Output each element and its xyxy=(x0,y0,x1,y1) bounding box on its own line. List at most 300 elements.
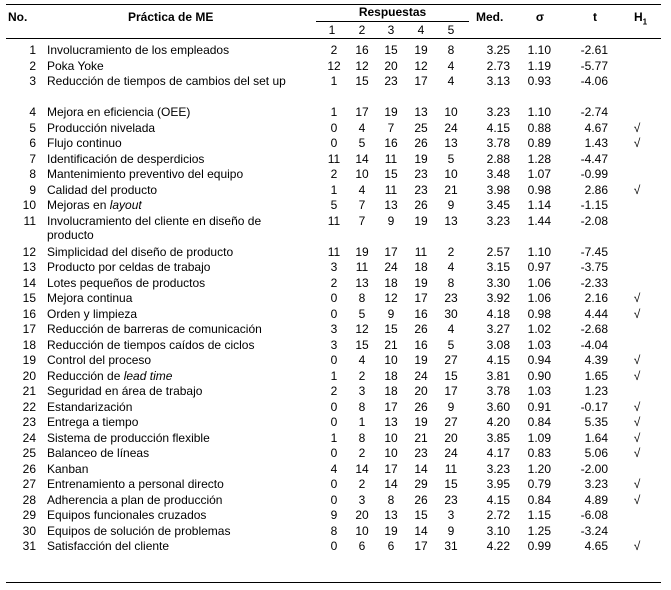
response-count-5: 10 xyxy=(444,105,458,119)
header-scale-1: 1 xyxy=(328,23,336,37)
h1-check-mark: √ xyxy=(633,430,641,445)
response-count-4: 14 xyxy=(414,523,428,538)
response-count-4: 18 xyxy=(414,260,428,274)
response-count-5: 11 xyxy=(444,461,458,476)
response-count-3: 12 xyxy=(384,291,398,305)
practice-text: Flujo continuo xyxy=(47,136,122,150)
response-count-3: 11 xyxy=(384,182,398,197)
response-count-4: 21 xyxy=(414,430,428,445)
row-number: 27 xyxy=(22,477,36,491)
response-count-1: 0 xyxy=(330,306,338,321)
row-number: 29 xyxy=(22,508,36,522)
response-count-1: 2 xyxy=(330,275,338,290)
response-count-3: 15 xyxy=(384,167,398,181)
sigma-value: 0.84 xyxy=(527,492,551,507)
h1-check-mark: √ xyxy=(633,539,641,553)
median-value: 3.95 xyxy=(486,477,510,491)
sigma-value: 1.06 xyxy=(527,291,551,305)
practice-term: lead time xyxy=(123,368,173,383)
response-count-5: 10 xyxy=(444,167,458,181)
sigma-value: 0.99 xyxy=(527,539,551,553)
t-value: 2.86 xyxy=(584,182,608,197)
response-count-4: 23 xyxy=(414,167,428,181)
median-value: 3.78 xyxy=(486,384,510,398)
practice-name xyxy=(47,105,302,119)
row-number: 25 xyxy=(22,446,36,460)
response-count-4: 19 xyxy=(414,353,428,367)
t-value: 5.35 xyxy=(584,415,608,429)
practice-text: Equipos de solución de problemas xyxy=(47,523,231,538)
sigma-value: 1.10 xyxy=(527,105,551,119)
t-value: 4.39 xyxy=(584,353,608,367)
median-value: 3.27 xyxy=(486,322,510,336)
row-number: 19 xyxy=(22,353,36,367)
response-count-3: 18 xyxy=(384,384,398,398)
response-count-5: 4 xyxy=(447,322,455,336)
response-count-2: 4 xyxy=(358,353,366,367)
practice-name xyxy=(47,167,302,181)
h1-check-mark: √ xyxy=(633,368,641,383)
row-number: 24 xyxy=(22,430,36,445)
h1-check-mark: √ xyxy=(633,353,641,367)
response-count-4: 17 xyxy=(414,539,428,553)
response-count-5: 8 xyxy=(447,43,455,57)
response-count-5: 31 xyxy=(444,539,458,553)
practice-name xyxy=(47,43,302,57)
response-count-1: 8 xyxy=(330,523,338,538)
response-count-4: 23 xyxy=(414,182,428,197)
response-count-3: 23 xyxy=(384,74,398,88)
practice-text: Equipos funcionales cruzados xyxy=(47,508,207,522)
t-value: 3.23 xyxy=(584,477,608,491)
t-value: -2.33 xyxy=(580,275,608,290)
response-count-2: 10 xyxy=(355,167,369,181)
h1-check-mark: √ xyxy=(633,446,641,460)
sigma-value: 0.94 xyxy=(527,353,551,367)
response-count-5: 15 xyxy=(444,368,458,383)
response-count-5: 4 xyxy=(447,260,455,274)
sigma-value: 1.20 xyxy=(527,461,551,476)
response-count-5: 27 xyxy=(444,415,458,429)
response-count-3: 15 xyxy=(384,322,398,336)
response-count-5: 2 xyxy=(447,244,455,259)
response-count-4: 29 xyxy=(414,477,428,491)
response-count-4: 19 xyxy=(414,415,428,429)
sigma-value: 0.98 xyxy=(527,182,551,197)
t-value: 1.23 xyxy=(584,384,608,398)
response-count-4: 26 xyxy=(414,136,428,150)
response-count-2: 4 xyxy=(358,120,366,135)
response-count-2: 2 xyxy=(358,446,366,460)
sigma-value: 1.06 xyxy=(527,275,551,290)
response-count-2: 12 xyxy=(355,322,369,336)
median-value: 4.15 xyxy=(486,353,510,367)
practice-text: Poka Yoke xyxy=(47,58,104,73)
response-count-4: 17 xyxy=(414,291,428,305)
response-count-5: 4 xyxy=(447,74,455,88)
response-count-2: 17 xyxy=(355,105,369,119)
t-value: -2.74 xyxy=(580,105,608,119)
response-count-2: 2 xyxy=(358,368,366,383)
response-count-4: 26 xyxy=(414,198,428,212)
header-no: No. xyxy=(8,10,28,24)
row-number: 2 xyxy=(29,58,36,73)
responses-subrule xyxy=(316,21,469,22)
header-responses: Respuestas xyxy=(358,5,427,19)
median-value: 3.23 xyxy=(486,213,510,228)
practice-name xyxy=(47,508,302,522)
response-count-3: 13 xyxy=(384,198,398,212)
practice-name xyxy=(47,384,302,398)
practice-text: Orden y limpieza xyxy=(47,306,138,321)
response-count-5: 17 xyxy=(444,384,458,398)
response-count-5: 13 xyxy=(444,136,458,150)
response-count-3: 14 xyxy=(384,477,398,491)
response-count-5: 3 xyxy=(447,508,455,522)
practice-text: Producción nivelada xyxy=(47,120,156,135)
response-count-3: 21 xyxy=(384,337,398,352)
practice-text: Simplicidad del diseño de producto xyxy=(47,244,234,259)
t-value: 1.64 xyxy=(584,430,608,445)
h1-check-mark: √ xyxy=(633,182,641,197)
response-count-2: 3 xyxy=(358,492,366,507)
response-count-5: 27 xyxy=(444,353,458,367)
t-value: 4.44 xyxy=(584,306,608,321)
response-count-3: 18 xyxy=(384,368,398,383)
response-count-3: 17 xyxy=(384,244,398,259)
practice-text: Entrenamiento a personal directo xyxy=(47,477,224,491)
median-value: 3.81 xyxy=(486,368,510,383)
sigma-value: 0.98 xyxy=(527,306,551,321)
response-count-5: 24 xyxy=(444,120,458,135)
row-number: 4 xyxy=(29,105,36,119)
response-count-1: 0 xyxy=(330,492,338,507)
sigma-value: 1.10 xyxy=(527,43,551,57)
sigma-value: 0.93 xyxy=(527,74,551,88)
sigma-value: 1.25 xyxy=(527,523,551,538)
median-value: 2.57 xyxy=(486,244,510,259)
median-value: 3.10 xyxy=(486,523,510,538)
practice-text: Producto por celdas de trabajo xyxy=(47,260,211,274)
sigma-value: 1.28 xyxy=(527,151,551,166)
response-count-4: 15 xyxy=(414,508,428,522)
response-count-1: 3 xyxy=(330,260,338,274)
sigma-value: 1.14 xyxy=(527,198,551,212)
response-count-5: 13 xyxy=(444,213,458,228)
response-count-4: 23 xyxy=(414,446,428,460)
sigma-value: 1.03 xyxy=(527,384,551,398)
response-count-5: 4 xyxy=(447,58,455,73)
response-count-2: 5 xyxy=(358,136,366,150)
header-scale-3: 3 xyxy=(387,23,395,37)
response-count-4: 25 xyxy=(414,120,428,135)
response-count-4: 19 xyxy=(414,213,428,228)
practice-name xyxy=(47,136,302,150)
response-count-5: 24 xyxy=(444,446,458,460)
response-count-2: 5 xyxy=(358,306,366,321)
row-number: 18 xyxy=(22,337,36,352)
t-value: -6.08 xyxy=(580,508,608,522)
response-count-4: 11 xyxy=(414,244,428,259)
practice-name xyxy=(47,152,302,166)
practice-name xyxy=(47,431,302,445)
h1-check-mark: √ xyxy=(633,399,641,414)
response-count-1: 3 xyxy=(330,337,338,352)
t-value: -3.75 xyxy=(580,260,608,274)
header-t: t xyxy=(593,10,597,24)
median-value: 3.45 xyxy=(486,198,510,212)
response-count-1: 0 xyxy=(330,399,338,414)
response-count-3: 10 xyxy=(384,353,398,367)
response-count-2: 8 xyxy=(358,399,366,414)
practice-text: Entrega a tiempo xyxy=(47,415,139,429)
practice-text: Sistema de producción flexible xyxy=(47,430,210,445)
response-count-1: 0 xyxy=(330,136,338,150)
practice-text: Identificación de desperdicios xyxy=(47,151,205,166)
t-value: -2.00 xyxy=(580,461,608,476)
t-value: -0.99 xyxy=(580,167,608,181)
row-number: 23 xyxy=(22,415,36,429)
response-count-5: 9 xyxy=(447,399,455,414)
practice-text: Satisfacción del cliente xyxy=(47,539,170,553)
median-value: 2.72 xyxy=(486,508,510,522)
practice-name xyxy=(47,415,302,429)
response-count-4: 26 xyxy=(414,399,428,414)
sigma-value: 1.15 xyxy=(527,508,551,522)
row-number: 10 xyxy=(22,198,36,212)
t-value: -1.15 xyxy=(580,198,608,212)
response-count-2: 2 xyxy=(358,477,366,491)
response-count-3: 17 xyxy=(384,461,398,476)
response-count-3: 16 xyxy=(384,136,398,150)
h1-check-mark: √ xyxy=(633,477,641,491)
response-count-2: 14 xyxy=(355,151,369,166)
practice-text: Reducción de tiempos caídos de ciclos xyxy=(47,337,255,352)
response-count-1: 1 xyxy=(330,430,338,445)
response-count-1: 1 xyxy=(330,182,338,197)
row-number: 7 xyxy=(29,151,36,166)
median-value: 3.92 xyxy=(486,291,510,305)
response-count-3: 11 xyxy=(384,151,398,166)
response-count-4: 14 xyxy=(414,461,428,476)
response-count-4: 26 xyxy=(414,492,428,507)
t-value: -5.77 xyxy=(580,58,608,73)
practice-name xyxy=(47,276,302,290)
response-count-2: 16 xyxy=(355,43,369,57)
row-number: 26 xyxy=(22,461,36,476)
sigma-value: 0.89 xyxy=(527,136,551,150)
t-value: -7.45 xyxy=(580,244,608,259)
response-count-5: 15 xyxy=(444,477,458,491)
response-count-5: 8 xyxy=(447,275,455,290)
response-count-1: 0 xyxy=(330,415,338,429)
response-count-5: 21 xyxy=(444,182,458,197)
response-count-2: 8 xyxy=(358,291,366,305)
row-number: 30 xyxy=(22,523,36,538)
response-count-1: 2 xyxy=(330,43,338,57)
median-value: 3.23 xyxy=(486,105,510,119)
response-count-1: 11 xyxy=(327,151,341,166)
header-sigma: σ xyxy=(535,10,545,24)
row-number: 6 xyxy=(29,136,36,150)
sigma-value: 1.19 xyxy=(527,58,551,73)
t-value: 4.65 xyxy=(584,539,608,553)
t-value: 4.67 xyxy=(584,120,608,135)
response-count-3: 9 xyxy=(387,213,395,228)
practice-name xyxy=(47,307,302,321)
sigma-value: 0.97 xyxy=(527,260,551,274)
t-value: 4.89 xyxy=(584,492,608,507)
response-count-4: 12 xyxy=(414,58,428,73)
response-count-1: 3 xyxy=(330,322,338,336)
practice-text: Mejora en eficiencia (OEE) xyxy=(47,105,191,119)
h1-check-mark: √ xyxy=(633,306,641,321)
response-count-2: 19 xyxy=(355,244,369,259)
response-count-2: 13 xyxy=(355,275,369,290)
sigma-value: 1.03 xyxy=(527,337,551,352)
practice-term: layout xyxy=(109,198,142,212)
practice-text: Adherencia a plan de producción xyxy=(47,492,223,507)
response-count-1: 2 xyxy=(330,167,338,181)
practice-text: Balanceo de líneas xyxy=(47,446,150,460)
response-count-1: 4 xyxy=(330,461,338,476)
response-count-5: 5 xyxy=(447,337,455,352)
practice-name xyxy=(47,524,302,538)
practice-name xyxy=(47,338,302,352)
practice-name xyxy=(47,446,302,460)
practice-name xyxy=(47,245,302,259)
response-count-5: 9 xyxy=(447,198,455,212)
t-value: -4.06 xyxy=(580,74,608,88)
header-scale-4: 4 xyxy=(417,23,425,37)
row-number: 22 xyxy=(22,399,36,414)
sigma-value: 1.10 xyxy=(527,244,551,259)
median-value: 3.13 xyxy=(486,74,510,88)
response-count-3: 9 xyxy=(387,306,395,321)
h1-check-mark: √ xyxy=(633,492,641,507)
response-count-1: 2 xyxy=(330,384,338,398)
row-number: 20 xyxy=(22,368,36,383)
row-number: 8 xyxy=(29,167,36,181)
response-count-2: 7 xyxy=(358,213,366,228)
practice-text: Involucramiento de los empleados xyxy=(47,43,230,57)
row-number: 1 xyxy=(29,43,36,57)
practice-name xyxy=(47,400,302,414)
response-count-1: 1 xyxy=(330,74,338,88)
practice-text: Involucramiento del cliente en diseño de producto xyxy=(47,213,262,242)
response-count-1: 9 xyxy=(330,508,338,522)
practice-text: Mejoras en xyxy=(47,198,110,212)
response-count-1: 1 xyxy=(330,105,338,119)
practice-text: Mantenimiento preventivo del equipo xyxy=(47,167,244,181)
practice-text: Estandarización xyxy=(47,399,133,414)
sigma-value: 0.84 xyxy=(527,415,551,429)
response-count-4: 19 xyxy=(414,151,428,166)
response-count-1: 0 xyxy=(330,477,338,491)
response-count-2: 15 xyxy=(355,74,369,88)
practice-name xyxy=(47,198,302,212)
header-scale-2: 2 xyxy=(358,23,366,37)
response-count-1: 0 xyxy=(330,539,338,553)
header-scale-5: 5 xyxy=(447,23,455,37)
response-count-5: 5 xyxy=(447,151,455,166)
response-count-4: 19 xyxy=(414,43,428,57)
sigma-value: 0.90 xyxy=(527,368,551,383)
response-count-1: 0 xyxy=(330,353,338,367)
sigma-value: 1.44 xyxy=(527,213,551,228)
response-count-4: 19 xyxy=(414,275,428,290)
response-count-2: 10 xyxy=(355,523,369,538)
response-count-5: 9 xyxy=(447,523,455,538)
t-value: -2.08 xyxy=(580,213,608,228)
practice-name xyxy=(47,322,302,336)
response-count-3: 15 xyxy=(384,43,398,57)
header-h1: $H_1$ xyxy=(634,10,648,27)
response-count-2: 1 xyxy=(358,415,366,429)
practice-name xyxy=(47,183,302,197)
row-number: 12 xyxy=(22,244,36,259)
response-count-3: 19 xyxy=(384,523,398,538)
median-value: 3.23 xyxy=(486,461,510,476)
h1-check-mark: √ xyxy=(633,136,641,150)
median-value: 3.48 xyxy=(486,167,510,181)
sigma-value: 0.91 xyxy=(527,399,551,414)
practice-name xyxy=(47,369,302,383)
practice-name xyxy=(47,291,302,305)
response-count-3: 7 xyxy=(387,120,395,135)
row-number: 3 xyxy=(29,74,36,88)
t-value: -2.61 xyxy=(580,43,608,57)
response-count-2: 7 xyxy=(358,198,366,212)
response-count-2: 12 xyxy=(355,58,369,73)
median-value: 2.73 xyxy=(486,58,510,73)
t-value: 5.06 xyxy=(584,446,608,460)
response-count-2: 4 xyxy=(358,182,366,197)
practice-text: Reducción de tiempos de cambios del set up xyxy=(47,74,286,88)
t-value: -4.47 xyxy=(580,151,608,166)
median-value: 4.18 xyxy=(486,306,510,321)
median-value: 4.15 xyxy=(486,492,510,507)
response-count-3: 13 xyxy=(384,508,398,522)
median-value: 3.15 xyxy=(486,260,510,274)
h1-check-mark: √ xyxy=(633,120,641,135)
row-number: 13 xyxy=(22,260,36,274)
response-count-3: 17 xyxy=(384,399,398,414)
sigma-value: 0.83 xyxy=(527,446,551,460)
response-count-5: 20 xyxy=(444,430,458,445)
t-value: -3.24 xyxy=(580,523,608,538)
response-count-4: 26 xyxy=(414,322,428,336)
response-count-3: 18 xyxy=(384,275,398,290)
response-count-1: 0 xyxy=(330,446,338,460)
median-value: 3.08 xyxy=(486,337,510,352)
row-number: 9 xyxy=(29,182,36,197)
response-count-5: 30 xyxy=(444,306,458,321)
median-value: 3.30 xyxy=(486,275,510,290)
practice-text: Lotes pequeños de productos xyxy=(47,275,206,290)
row-number: 31 xyxy=(22,539,36,553)
response-count-2: 14 xyxy=(355,461,369,476)
sigma-value: 0.79 xyxy=(527,477,551,491)
response-count-3: 8 xyxy=(387,492,395,507)
response-count-3: 13 xyxy=(384,415,398,429)
row-number: 11 xyxy=(23,213,36,228)
response-count-4: 20 xyxy=(414,384,428,398)
row-number: 21 xyxy=(22,384,36,398)
response-count-1: 0 xyxy=(330,291,338,305)
row-number: 5 xyxy=(29,120,36,135)
median-value: 4.17 xyxy=(486,446,510,460)
